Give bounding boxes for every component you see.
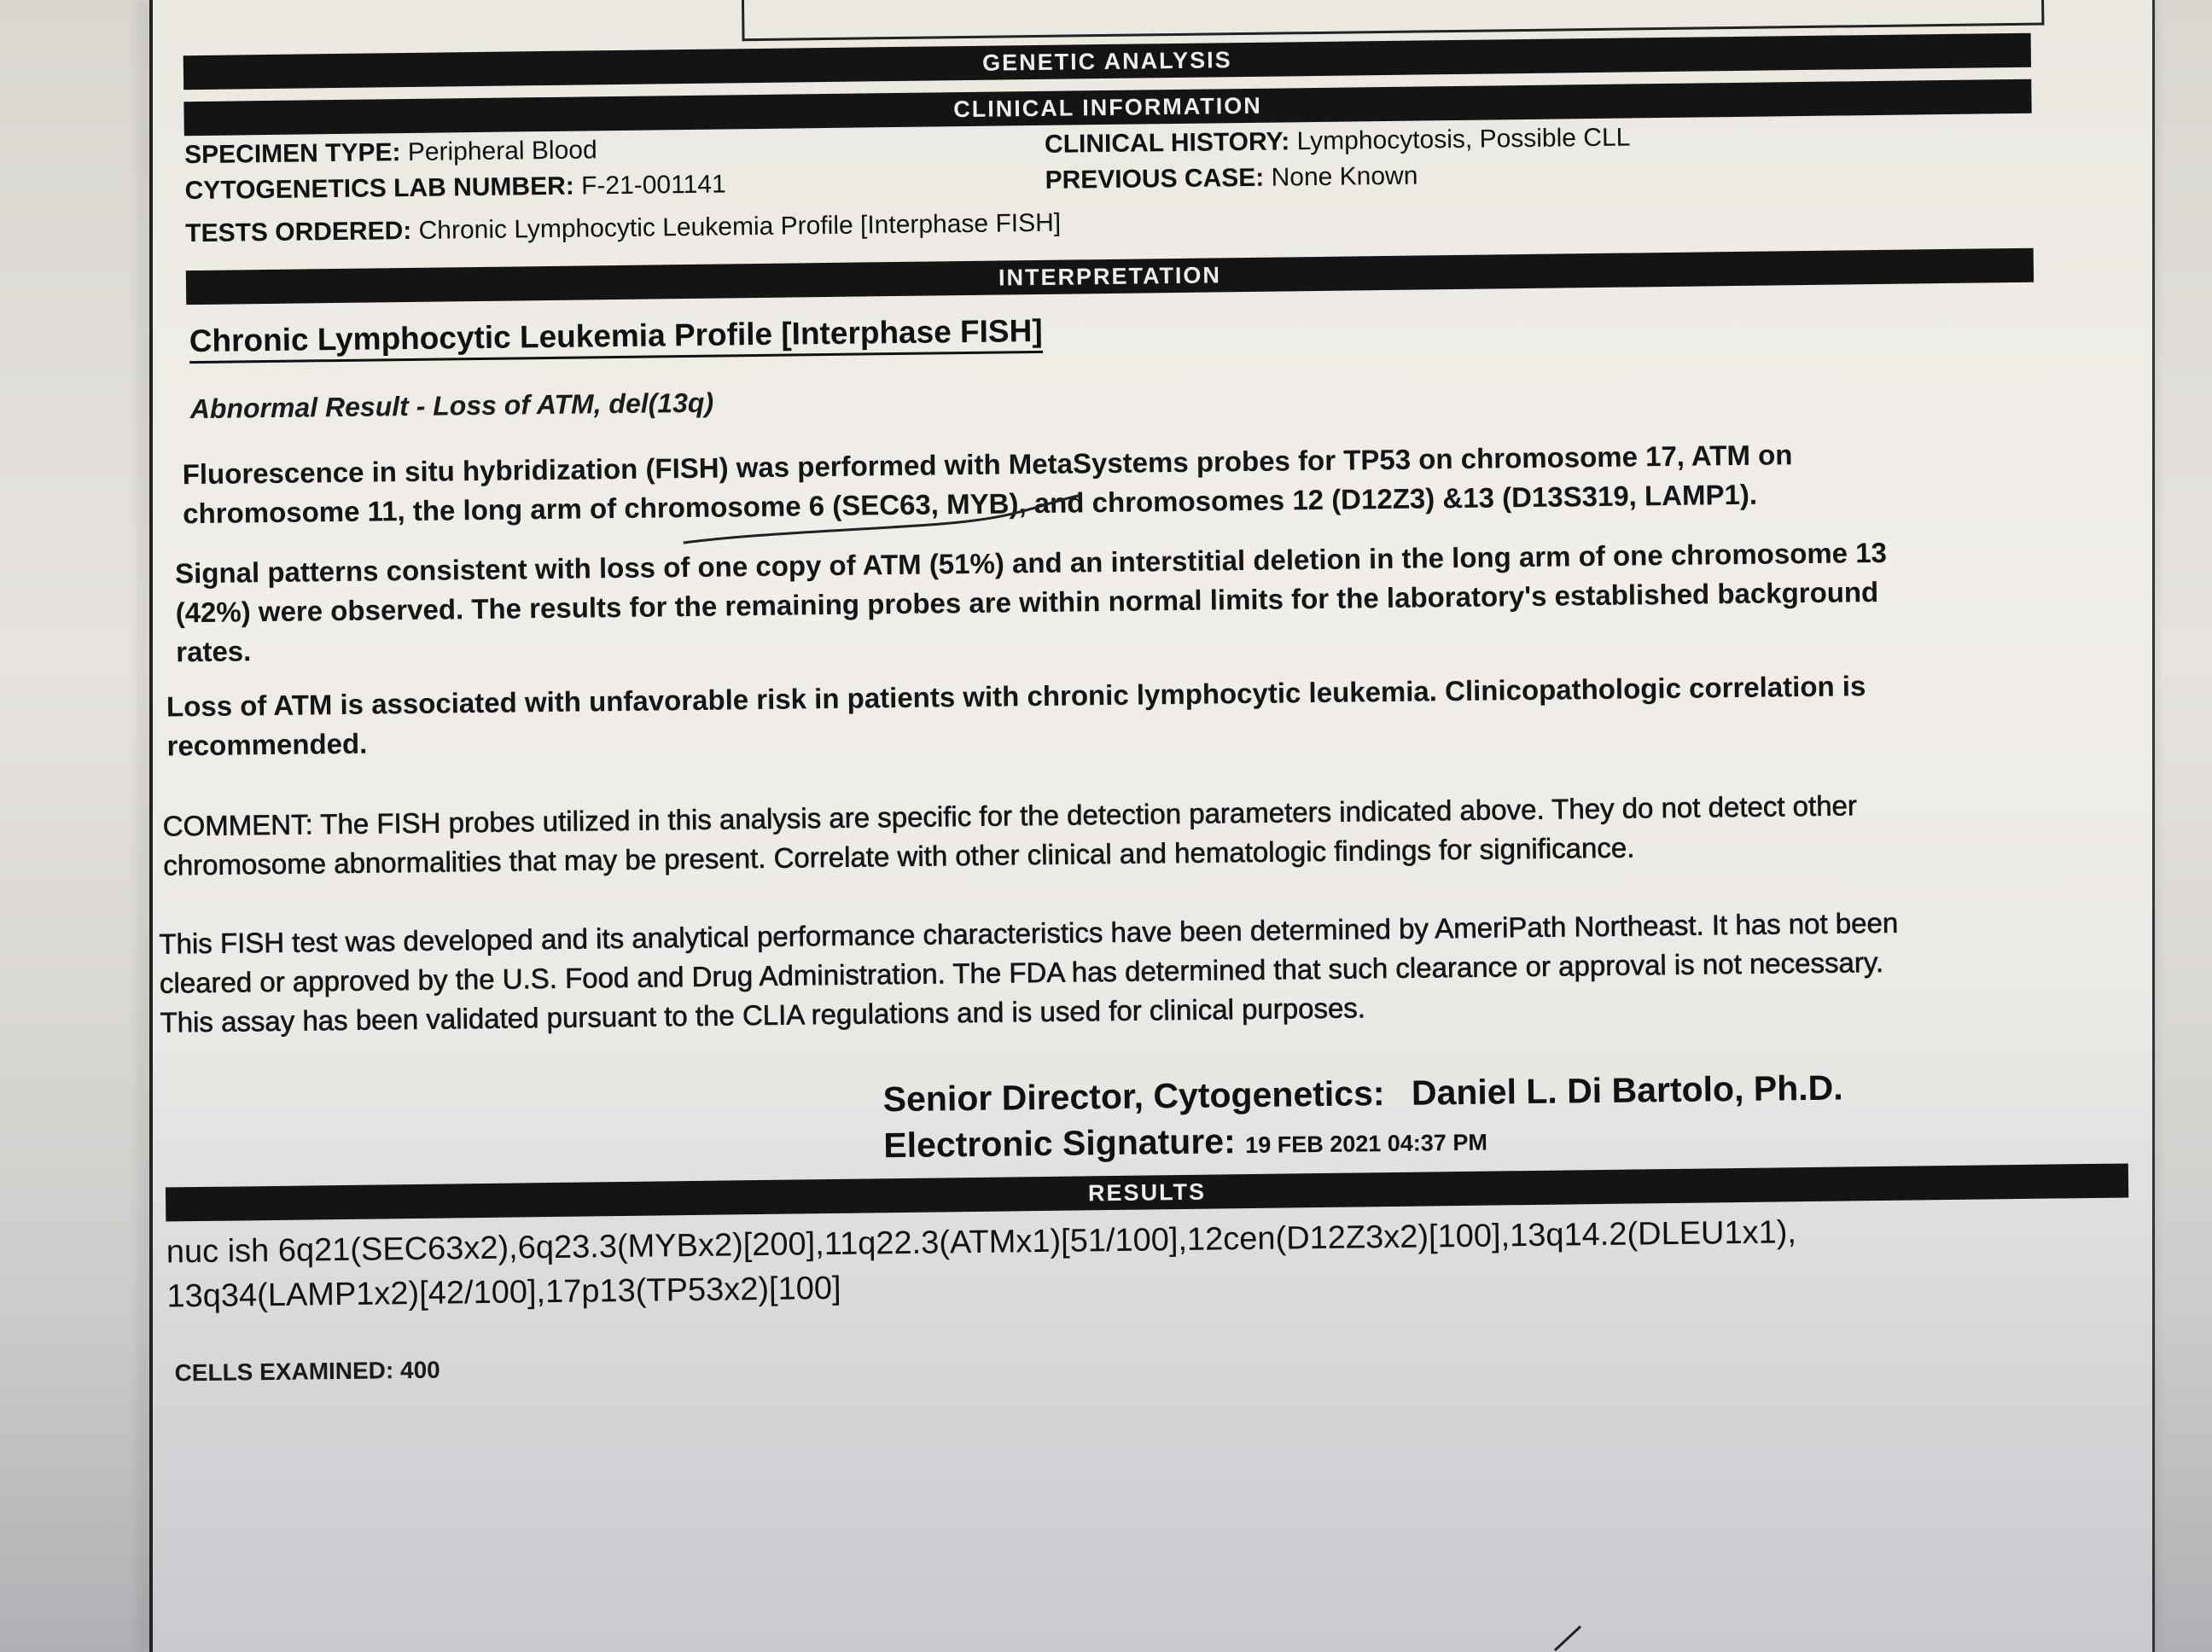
section-bar-genetic-analysis: GENETIC ANALYSIS (183, 33, 2031, 90)
atm-risk-line-2: recommended. (166, 727, 368, 762)
director-signature-line (882, 1068, 1842, 1120)
signal-patterns-line-2: (42%) were observed. The results for the remaining probes are within normal limits for the laboratory's established background (175, 575, 1879, 629)
karyotype-result (166, 1210, 1797, 1318)
comment-line-1: COMMENT: The FISH probes utilized in this analysis are specific for the detection parameters indicated above. They do not detect other (162, 789, 1858, 842)
profile-heading: Chronic Lymphocytic Leukemia Profile [Interphase FISH] (189, 313, 1043, 364)
clinical-history-label: CLINICAL HISTORY: (1044, 127, 1290, 159)
previous-case-label: PREVIOUS CASE: (1045, 163, 1265, 195)
fda-disclaimer-line-1: This FISH test was developed and its analytical performance characteristics have been determined by AmeriPath Northeast. It has not been (159, 906, 1899, 960)
section-bar-results: RESULTS (166, 1163, 2128, 1221)
comment-paragraph (162, 782, 2143, 885)
previous-case-row (1045, 162, 1417, 195)
section-bar-clinical-information: CLINICAL INFORMATION (183, 79, 2031, 136)
esig-label: Electronic Signature: (883, 1121, 1237, 1166)
clinical-history-value: Lymphocytosis, Possible CLL (1296, 123, 1631, 156)
fish-method-paragraph (182, 431, 2163, 533)
pen-corner-mark (1546, 1601, 1649, 1652)
cells-examined: CELLS EXAMINED: 400 (174, 1356, 440, 1387)
director-label: Senior Director, Cytogenetics: (882, 1073, 1385, 1120)
clinical-history-row (1045, 123, 1631, 159)
previous-case-value: None Known (1271, 161, 1418, 192)
specimen-type-value: Peripheral Blood (407, 136, 597, 166)
electronic-signature-line (883, 1119, 1487, 1166)
atm-risk-paragraph (166, 663, 2147, 765)
tests-ordered-row (185, 209, 1061, 249)
fda-disclaimer-line-2: cleared or approved by the U.S. Food and Drug Administration. The FDA has determined that such clearance or approval is not necessary. (159, 945, 1884, 999)
comment-line-2: chromosome abnormalities that may be present. Correlate with other clinical and hematologic findings for significance. (163, 831, 1635, 881)
lab-number-row (184, 170, 725, 206)
section-bar-interpretation: INTERPRETATION (186, 248, 2034, 305)
karyotype-line-1: nuc ish 6q21(SEC63x2),6q23.3(MYBx2)[200],11q22.3(ATMx1)[51/100],12cen(D12Z3x2)[100],13q14.2(DLEU1x1), (166, 1214, 1797, 1271)
fish-method-line-1: Fluorescence in situ hybridization (FISH) was performed with MetaSystems probes for TP53 on chromosome 17, ATM on (182, 439, 1793, 491)
fda-disclaimer-paragraph (159, 900, 2140, 1042)
fish-method-line-2: chromosome 11, the long arm of chromosome 6 (SEC63, MYB), and chromosomes 12 (D12Z3) &13 (D13S319, LAMP1). (183, 478, 1758, 530)
lab-number-value: F-21-001141 (580, 170, 726, 201)
signal-patterns-line-1: Signal patterns consistent with loss of one copy of ATM (51%) and an interstitial deletion in the long arm of one chromosome 13 (174, 536, 1888, 590)
specimen-type-row (184, 136, 597, 170)
tests-ordered-value: Chronic Lymphocytic Leukemia Profile [Interphase FISH] (418, 208, 1062, 245)
karyotype-line-2: 13q34(LAMP1x2)[42/100],17p13(TP53x2)[100] (166, 1270, 841, 1315)
abnormal-result: Abnormal Result - Loss of ATM, del(13q) (189, 387, 714, 425)
lab-number-label: CYTOGENETICS LAB NUMBER: (184, 172, 574, 206)
signal-patterns-line-3: rates. (176, 635, 252, 668)
atm-risk-line-1: Loss of ATM is associated with unfavorable risk in patients with chronic lymphocytic leukemia. Clinicopathologic correlation is (166, 670, 1866, 723)
fda-disclaimer-line-3: This assay has been validated pursuant to the CLIA regulations and is used for clinical purposes. (160, 992, 1366, 1038)
tests-ordered-label: TESTS ORDERED: (185, 216, 412, 248)
esig-timestamp: 19 FEB 2021 04:37 PM (1245, 1129, 1488, 1159)
signal-patterns-paragraph (175, 530, 2157, 672)
specimen-type-label: SPECIMEN TYPE: (183, 138, 401, 170)
director-name: Daniel L. Di Bartolo, Ph.D. (1411, 1067, 1843, 1113)
